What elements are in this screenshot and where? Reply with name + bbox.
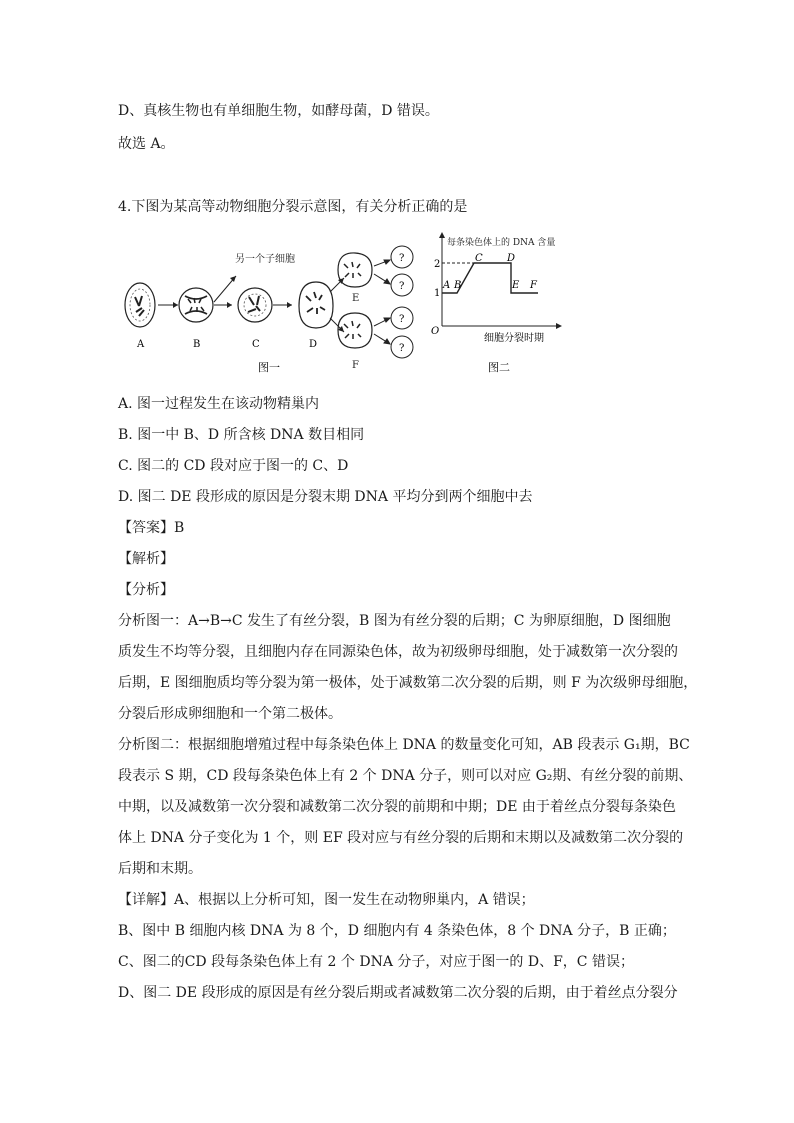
question-mark: ? (399, 281, 405, 292)
point-f: F (530, 280, 537, 291)
origin-label: O (431, 326, 440, 337)
detail-section: 【详解】A、根据以上分析可知，图一发生在动物卵巢内，A 错误； B、图中 B 细胞内核 DNA 为 8 个，D 细胞内有 4 条染色体，8 个 DNA 分子，B 正确； C、图二的CD 段每条染色体上有 2 个 DNA 分子，对应于图一的 D、F，C 错误； D、图二 DE 段形成的原因是有丝分裂后期或者减数第二次分裂的后期，由于着丝点分裂分 (118, 892, 678, 1001)
question-stem: 4.下图为某高等动物细胞分裂示意图，有关分析正确的是 (118, 199, 468, 215)
label-e: E (352, 293, 360, 304)
cell-d (299, 282, 333, 328)
fenxi-heading: 【分析】 (118, 582, 174, 598)
question-mark: ? (399, 253, 405, 264)
point-c: C (475, 253, 483, 264)
label-c: C (252, 339, 260, 350)
label-a: A (137, 339, 145, 350)
cell-e (338, 253, 372, 287)
option-c: C. 图二的 CD 段对应于图一的 C、D (118, 458, 349, 474)
figure-2-caption: 图二 (488, 361, 510, 374)
label-b: B (193, 339, 201, 350)
arrow-note: 另一个子细胞 (235, 254, 295, 265)
cell-b (179, 288, 213, 322)
x-axis-label: 细胞分裂时期 (484, 333, 544, 344)
figure-1 (118, 226, 428, 376)
answer-line: 【答案】B (118, 520, 185, 536)
y-tick-2: 2 (434, 259, 441, 270)
question-mark: ? (399, 343, 405, 354)
question-mark: ? (399, 314, 405, 325)
figure-2 (428, 226, 568, 376)
label-f: F (352, 360, 359, 371)
prev-choice: 故选 A。 (118, 136, 175, 152)
y-tick-1: 1 (434, 288, 441, 299)
label-d: D (309, 339, 318, 350)
option-b: B. 图一中 B、D 所含核 DNA 数目相同 (118, 427, 365, 443)
daughter-cell (391, 246, 413, 358)
analysis-figure-1: 分析图一：A→B→C 发生了有丝分裂，B 图为有丝分裂的后期；C 为卵原细胞，D 图细胞 质发生不均等分裂，且细胞内存在同源染色体，故为初级卵母细胞，处于减数第一次分裂的 后期，E 图细胞质均等分裂为第一极体，处于减数第二次分裂的后期，则 F 为次级卵母细胞， 分裂后形成卵细胞和一个第二极体。 (118, 613, 698, 722)
jiexi-heading: 【解析】 (118, 551, 174, 567)
option-d: D. 图二 DE 段形成的原因是分裂末期 DNA 平均分到两个细胞中去 (118, 489, 533, 505)
point-a: A (443, 280, 451, 291)
analysis-figure-2: 分析图二：根据细胞增殖过程中每条染色体上 DNA 的数量变化可知，AB 段表示 G₁期，BC 段表示 S 期，CD 段每条染色体上有 2 个 DNA 分子，则可以对应 G₂期、有丝分裂的前期、 中期，以及减数第一次分裂和减数第二次分裂的前期和中期；DE 由于着丝点分裂每条染色 体上 DNA 分子变化为 1 个，则 EF 段对应与有丝分裂的后期和末期以及减数第二次分裂的 后期和末期。 (118, 737, 693, 877)
cell-a (125, 283, 155, 327)
prev-option-d: D、真核生物也有单细胞生物，如酵母菌，D 错误。 (118, 103, 439, 119)
figure-1-caption: 图一 (258, 361, 280, 374)
point-d: D (507, 253, 516, 264)
point-e: E (512, 280, 520, 291)
y-axis-label: 每条染色体上的 DNA 含量 (447, 238, 556, 248)
cell-c (238, 288, 272, 322)
point-b: B (454, 280, 462, 291)
option-a: A. 图一过程发生在该动物精巢内 (118, 396, 320, 412)
